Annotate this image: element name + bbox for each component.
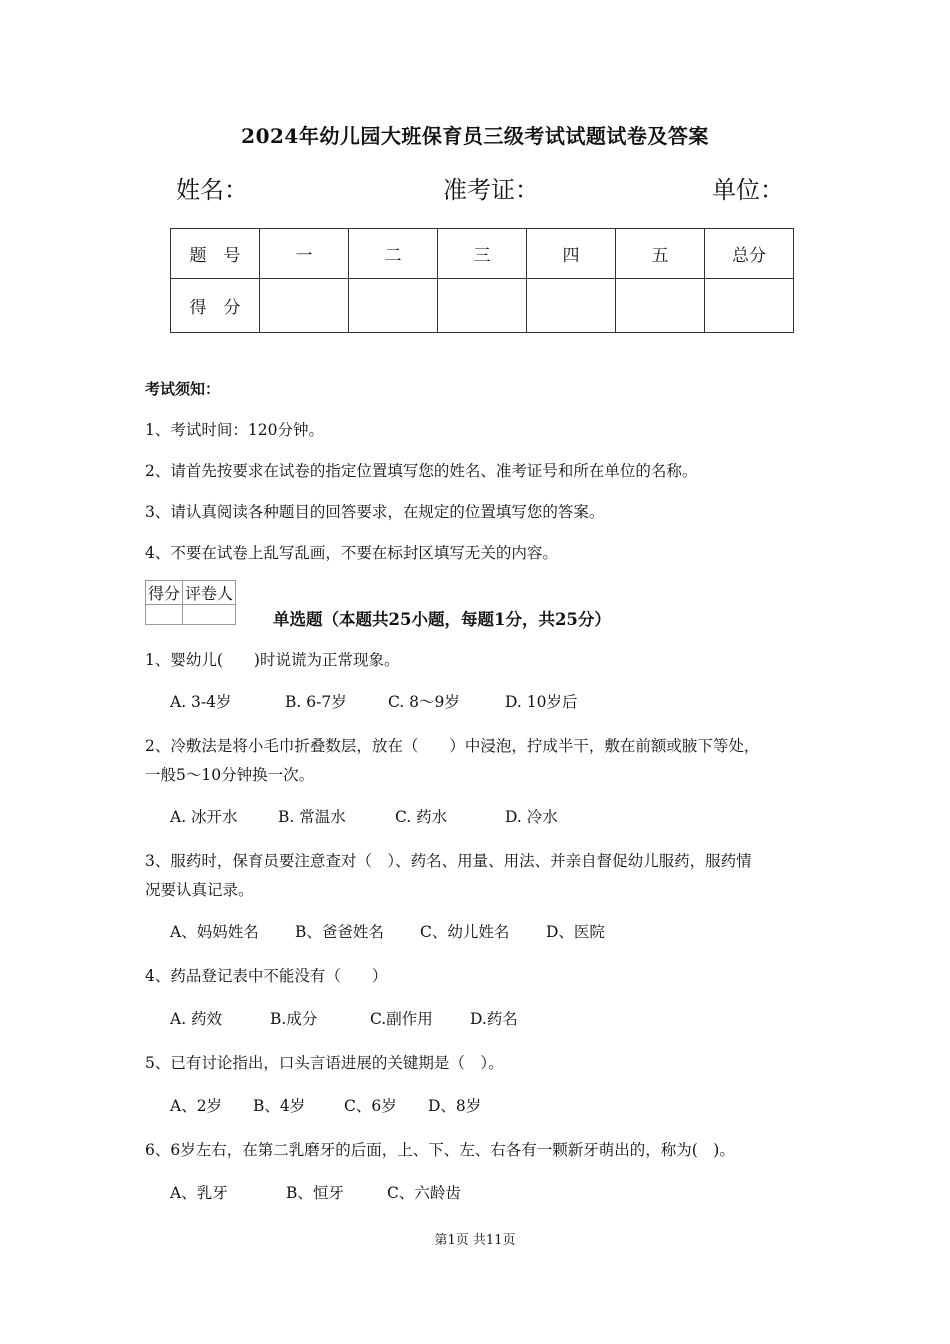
question-option: D.药名	[470, 1010, 518, 1028]
question-option: A、妈妈姓名	[170, 923, 259, 941]
unit-field-label: 单位：	[712, 176, 784, 204]
score-cell	[705, 279, 794, 333]
notice-item: 3、请认真阅读各种题目的回答要求，在规定的位置填写您的答案。	[145, 503, 605, 521]
question-text: 4、药品登记表中不能没有（ ）	[145, 967, 388, 985]
question-option: B.成分	[270, 1010, 318, 1028]
score-header-cell: 一	[260, 229, 349, 279]
score-cell	[349, 279, 438, 333]
question-option: D. 冷水	[505, 808, 558, 826]
question-option: C、幼儿姓名	[420, 923, 510, 941]
question-option: C、6岁	[344, 1097, 397, 1115]
notice-item: 4、不要在试卷上乱写乱画，不要在标封区填写无关的内容。	[145, 544, 558, 562]
question-option: D、医院	[546, 923, 605, 941]
question-text: 5、已有讨论指出，口头言语进展的关键期是（ ）。	[145, 1054, 504, 1072]
question-option: C. 药水	[395, 808, 448, 826]
question-option: C、六龄齿	[387, 1184, 461, 1202]
question-text-cont: 一般5～10分钟换一次。	[145, 766, 315, 784]
question-option: B. 6-7岁	[285, 693, 347, 711]
question-option: B、恒牙	[286, 1184, 344, 1202]
score-row-label: 得 分	[171, 279, 260, 333]
notice-heading: 考试须知：	[145, 380, 221, 398]
name-field-label: 姓名：	[176, 176, 248, 204]
exam-id-field-label: 准考证：	[443, 176, 539, 204]
score-header-cell: 题 号	[171, 229, 260, 279]
question-option: A、乳牙	[170, 1184, 228, 1202]
score-cell	[260, 279, 349, 333]
question-text-cont: 况要认真记录。	[145, 881, 254, 899]
notice-item: 2、请首先按要求在试卷的指定位置填写您的姓名、准考证号和所在单位的名称。	[145, 462, 698, 480]
score-header-cell: 二	[349, 229, 438, 279]
question-option: A. 药效	[170, 1010, 223, 1028]
question-option: A. 3-4岁	[170, 693, 232, 711]
grader-score-label: 得分	[146, 581, 183, 605]
question-text: 1、婴幼儿( )时说谎为正常现象。	[145, 651, 400, 669]
grader-name-label: 评卷人	[183, 581, 236, 605]
question-text: 3、服药时，保育员要注意查对（ ）、药名、用量、用法、并亲自督促幼儿服药，服药情	[145, 852, 752, 870]
notice-item: 1、考试时间：120分钟。	[145, 421, 324, 439]
score-header-cell: 总分	[705, 229, 794, 279]
question-text: 2、冷敷法是将小毛巾折叠数层，放在（ ）中浸泡，拧成半干，敷在前额或腋下等处，	[145, 737, 760, 755]
score-table-score-row	[171, 279, 794, 333]
question-option: C.副作用	[370, 1010, 433, 1028]
grader-table	[145, 580, 236, 625]
grader-name-cell	[183, 605, 236, 625]
score-cell	[438, 279, 527, 333]
question-option: D、8岁	[428, 1097, 482, 1115]
score-header-cell: 五	[616, 229, 705, 279]
question-option: B、4岁	[253, 1097, 306, 1115]
question-text: 6、6岁左右，在第二乳磨牙的后面，上、下、左、右各有一颗新牙萌出的，称为( )。	[145, 1141, 735, 1159]
score-cell	[527, 279, 616, 333]
score-header-cell: 三	[438, 229, 527, 279]
question-option: B. 常温水	[278, 808, 346, 826]
page-title: 2024年幼儿园大班保育员三级考试试题试卷及答案	[241, 124, 709, 148]
question-option: A、2岁	[170, 1097, 223, 1115]
score-table	[170, 228, 794, 333]
question-option: C. 8～9岁	[388, 693, 460, 711]
page-footer: 第1页 共11页	[434, 1233, 516, 1248]
grader-score-cell	[146, 605, 183, 625]
score-cell	[616, 279, 705, 333]
question-option: A. 冰开水	[170, 808, 238, 826]
question-option: B、爸爸姓名	[295, 923, 384, 941]
section-title: 单选题（本题共25小题，每题1分，共25分）	[273, 610, 611, 629]
question-option: D. 10岁后	[505, 693, 578, 711]
score-header-cell: 四	[527, 229, 616, 279]
score-table-header-row	[171, 229, 794, 279]
